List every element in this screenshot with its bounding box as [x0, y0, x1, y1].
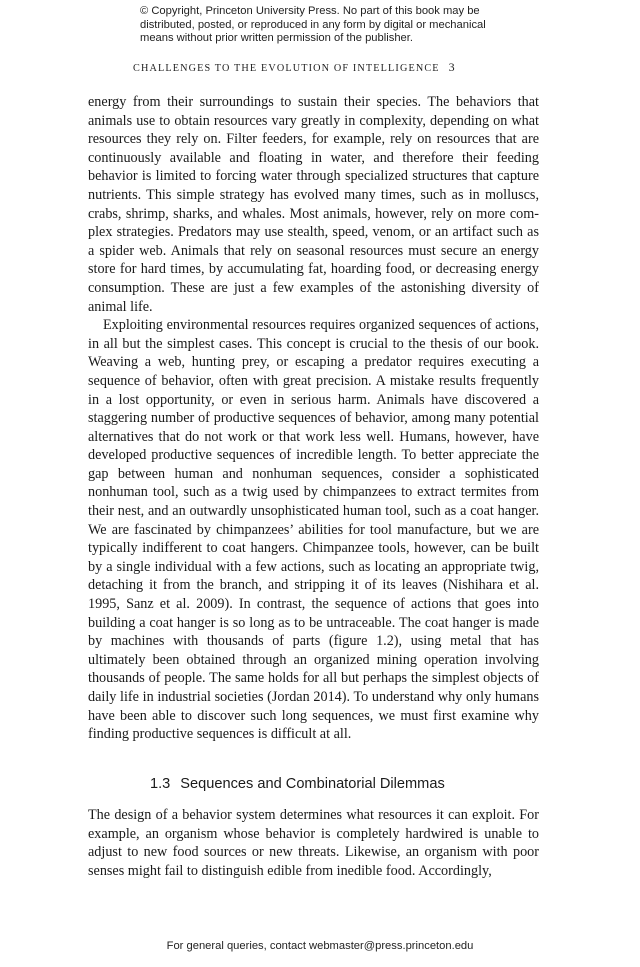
- footer-contact: For general queries, contact webmaster@press.princeton.edu: [166, 940, 474, 952]
- running-head: [133, 60, 455, 75]
- body-text-block: [88, 93, 539, 744]
- paragraph: energy from their surroundings to sustain their species. The behaviors that animals use to obtain resources vary greatly in complexity, depending on what resources they rely on. Filter feeders, for example, rely on resources that are continuously available and floating in water, and therefore their feeding behavior is limited to forcing water through specialized structures that capture nutrients. This simple strategy has evolved many times, such as in molluscs, crabs, shrimp, sharks, and whales. Most animals, however, rely on more complex strategies. Predators may use stealth, speed, venom, or an artifact such as a spider web. Animals that rely on seasonal resources must secure an energy store for hard times, by accumulating fat, hoarding food, or decreasing energy consumption. These are just a few examples of the astonishing diversity of animal life.: [88, 94, 539, 315]
- section-number: 1.3: [150, 776, 171, 792]
- running-head-title: CHALLENGES TO THE EVOLUTION OF INTELLIGENCE: [133, 63, 440, 74]
- copyright-line: distributed, posted, or reproduced in any form by digital or mechanical: [140, 18, 486, 31]
- copyright-notice: [140, 5, 520, 46]
- body-text-block: [88, 806, 539, 880]
- section-heading: [150, 776, 445, 792]
- section-title: Sequences and Combinatorial Dilemmas: [180, 776, 445, 792]
- page-number: 3: [448, 60, 455, 74]
- paragraph: Exploiting environmental resources requires organized sequences of actions, in all but the simplest cases. This concept is crucial to the thesis of our book. Weaving a web, hunting prey, or escaping a predator requires executing a sequence of behavior, often with great precision. A mistake results frequently in a lost opportunity, or even in serious harm. Animals have discovered a staggering number of productive sequences of behavior, among many potential alternatives that do not work or that work less well. Humans, however, have developed productive sequences of incredible length. To better appreciate the gap between human and nonhuman sequences, consider a sophisticated nonhuman tool, such as a twig used by chimpanzees to extract termites from their nest, and an outwardly unsophisticated human tool, such as a coat hanger. We are fascinated by chimpanzees’ abilities for tool manufacture, but we are typically indifferent to coat hangers. Chimpanzee tools, however, can be built by a single individual with a few actions, such as locating an appropriate twig, detaching it from the branch, and stripping it of its leaves (Nishihara et al. 1995, Sanz et al. 2009). In contrast, the sequence of actions that goes into building a coat hanger is so long as to be untraceable. The coat hanger is made by machines with thousands of parts (figure 1.2), using metal that has ultimately been obtained through an organized mining operation involving thousands of people. The same holds for all but perhaps the simplest objects of daily life in industrial societies (Jordan 2014). To understand why only humans have been able to discover such long sequences, we must first examine why finding productive sequences is difficult at all.: [88, 317, 539, 743]
- paragraph: The design of a behavior system determines what resources it can exploit. For example, an organism whose behavior is completely hardwired is unable to adjust to new food sources or new threats. Likewise, an organism with poor senses might fail to distinguish edible from inedible food. Accordingly,: [88, 807, 539, 879]
- copyright-line: means without prior written permission of the publisher.: [140, 32, 413, 45]
- copyright-line: © Copyright, Princeton University Press. No part of this book may be: [140, 5, 480, 17]
